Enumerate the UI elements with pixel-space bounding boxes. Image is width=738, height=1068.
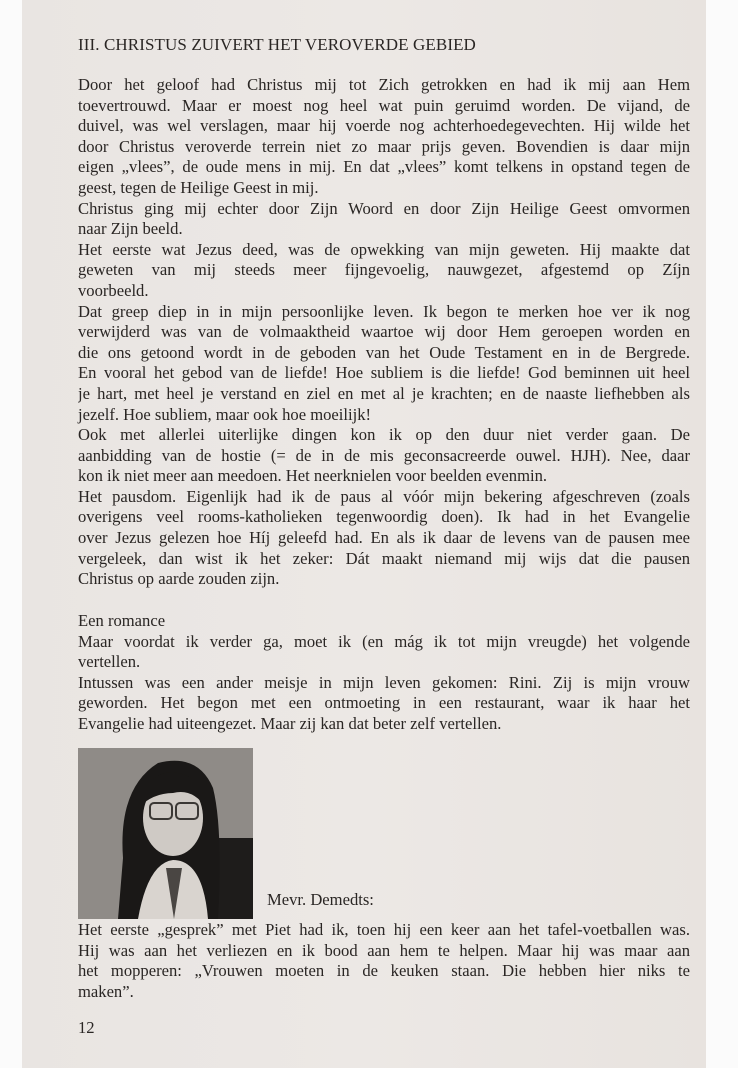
text-line: voorbeeld.: [78, 280, 149, 300]
text-line: En vooral het gebod van de liefde! Hoe subliem is die liefde! God beminnen uit heel: [78, 363, 690, 383]
text-line: vergeleek, dan wist ik het zeker: Dát maakt niemand mij wijs dat die pausen: [78, 548, 690, 568]
body-text-section-3: [78, 920, 690, 1002]
text-line: Het pausdom. Eigenlijk had ik de paus al vóór mijn bekering afgeschreven (zoals: [78, 486, 690, 506]
text-line: duivel, was wel verslagen, maar hij voerde nog achterhoedegevechten. Hij wilde het: [78, 116, 690, 136]
section-heading: Een romance: [78, 611, 166, 630]
text-line: Door het geloof had Christus mij tot Zich getrokken en had ik mij aan Hem: [78, 75, 690, 94]
body-text-section-romance: [78, 611, 690, 735]
text-line: overigens veel rooms-katholieken tegenwoordig doen). Ik had in het Evangelie: [78, 507, 690, 527]
portrait-photo: [78, 748, 253, 919]
body-text-section-1: [78, 75, 690, 590]
text-line: geest, tegen de Heilige Geest in mij.: [78, 177, 319, 197]
chapter-title: III. CHRISTUS ZUIVERT HET VEROVERDE GEBIED: [78, 35, 476, 54]
text-line: door Christus veroverde terrein niet zo maar prijs geven. Bovendien is daar mijn: [78, 136, 690, 156]
text-line: Het eerste „gesprek” met Piet had ik, toen hij een keer aan het tafel-voetballen was.: [78, 920, 690, 939]
text-line: naar Zijn beeld.: [78, 219, 183, 239]
portrait-image: [78, 748, 253, 919]
text-line: het mopperen: „Vrouwen moeten in de keuken staan. Die hebben hier niks te: [78, 961, 690, 981]
text-line: Maar voordat ik verder ga, moet ik (en mág ik tot mijn vreugde) het volgende: [78, 631, 690, 651]
text-line: jezelf. Hoe subliem, maar ook hoe moeilijk!: [78, 404, 372, 424]
text-line: die ons getoond wordt in de geboden van het Oude Testament en in de Bergrede.: [78, 342, 690, 362]
text-line: Het eerste wat Jezus deed, was de opwekking van mijn geweten. Hij maakte dat: [78, 239, 690, 259]
text-line: Intussen was een ander meisje in mijn leven gekomen: Rini. Zij is mijn vrouw: [78, 672, 690, 692]
text-line: Dat greep diep in in mijn persoonlijke leven. Ik begon te merken hoe ver ik nog: [78, 301, 690, 321]
text-line: geweten van mij steeds meer fijngevoelig, nauwgezet, afgestemd op Zíjn: [78, 260, 690, 280]
text-line: Hij was aan het verliezen en ik bood aan hem te helpen. Maar hij was maar aan: [78, 940, 690, 960]
text-line: toevertrouwd. Maar er moest nog heel wat puin geruimd worden. De vijand, de: [78, 95, 690, 115]
text-line: geworden. Het begon met een ontmoeting in een restaurant, waar ik haar het: [78, 693, 690, 713]
text-line: je hart, met heel je verstand en ziel en met al je krachten; en de naaste liefhebben als: [78, 383, 690, 403]
text-line: Ook met allerlei uiterlijke dingen kon ik op den duur niet verder gaan. De: [78, 425, 690, 445]
text-line: vertellen.: [78, 652, 141, 672]
text-line: aanbidding van de hostie (= de in de mis geconsacreerde ouwel. HJH). Nee, daar: [78, 445, 690, 465]
text-line: maken”.: [78, 981, 134, 1001]
text-line: Christus op aarde zouden zijn.: [78, 569, 280, 589]
text-line: over Jezus gelezen hoe Híj geleefd had. En als ik daar de levens van de pausen mee: [78, 528, 690, 548]
text-line: kon ik niet meer aan meedoen. Het neerknielen voor beelden evenmin.: [78, 466, 548, 486]
text-line: Christus ging mij echter door Zijn Woord en door Zijn Heilige Geest omvormen: [78, 198, 690, 218]
text-line: verwijderd was van de volmaaktheid waartoe wij door Hem geroepen worden en: [78, 322, 690, 342]
page-number: 12: [78, 1018, 95, 1037]
text-line: Evangelie had uiteengezet. Maar zij kan dat beter zelf vertellen.: [78, 713, 502, 733]
text-line: eigen „vlees”, de oude mens in mij. En dat „vlees” komt telkens in opstand tegen de: [78, 157, 690, 177]
photo-caption: Mevr. Demedts:: [267, 890, 374, 909]
